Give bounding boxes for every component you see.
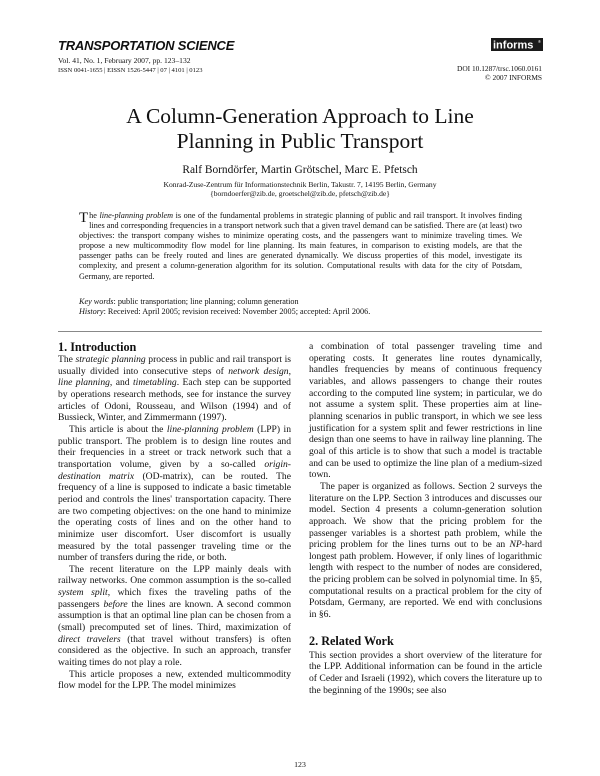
title-line-1: A Column-Generation Approach to Line [126, 104, 474, 128]
section-2-heading: 2. Related Work [309, 633, 394, 648]
intro-paragraph-5: The paper is organized as follows. Section 2 surveys the literature on the LPP. Section 3 introduces and discusses our model. Section 4 presents a column-generation solution approach. We show that the pricing problem for the passenger variables is a shortest path problem, while the pricing problem for the lines turns out to be an NP-hard longest path problem. However, if only lines of logarithmic length with respect to the number of nodes are considered, the pricing problem can be solved in polynomial time. In §5, computational results on a practical problem for the city of Potsdam, Germany, are reported. We end with conclusions in §6. [309, 480, 542, 621]
history-text: : Received: April 2005; revision received: November 2005; accepted: April 2006. [103, 307, 371, 316]
volume-line: Vol. 41, No. 1, February 2007, pp. 123–132 [58, 56, 191, 65]
logo-mark: ® [538, 39, 541, 44]
abstract-dropcap: T [79, 210, 89, 226]
intro-paragraph-3: The recent literature on the LPP mainly deals with railway networks. One common assumption is the so-called system split, which fixes the traveling paths of the passengers before the lines are known. A second common assumption is that an optimal line plan can be chosen from a (small) precomputed set of lines. Third, maximization of direct travelers (that travel without transfers) is often considered as the objective. In such an approach, transfer waiting times do not play a role. [58, 563, 291, 669]
doi: DOI 10.1287/trsc.1060.0161 [457, 64, 542, 73]
abstract-he: he [89, 211, 100, 220]
intro-paragraph-1: The strategic planning process in public and rail transport is usually divided into consecutive steps of network design, line planning, and timetabling. Each step can be supported by operations research methods, see for instance the survey articles of Odoni, Rousseau, and Wilson (1994) and of Bussieck, Winter, and Zimmermann (1997). [58, 354, 291, 424]
title-line-2: Planning in Public Transport [176, 129, 424, 153]
left-column [58, 340, 291, 692]
section-1-heading: 1. Introduction [58, 340, 137, 354]
intro-paragraph-2: This article is about the line-planning problem (LPP) in public transport. The problem is to design line routes and their frequencies in a street or track network such that a transportation volume, given by a so-called origin-destination matrix (OD-matrix), can be routed. The frequency of a line is supposed to indicate a basic timetable period and controls the lines' transportation capacity. There are two competing objectives: on the one hand to minimize the operating costs of lines and on the other hand to minimize user discomfort. User discomfort is usually measured by the total passenger traveling time or the number of transfers during the ride, or both. [58, 423, 291, 564]
right-column [309, 341, 542, 696]
emails: {borndoerfer@zib.de, groetschel@zib.de, pfetsch@zib.de} [210, 189, 390, 198]
keywords-label: Key words [79, 297, 114, 306]
informs-logo [491, 36, 543, 52]
keywords-text: : public transportation; line planning; column generation [113, 297, 299, 306]
header-divider [58, 331, 542, 332]
article-title [60, 104, 540, 154]
copyright: © 2007 INFORMS [485, 73, 542, 82]
issn-line: ISSN 0041-1655 | EISSN 1526-5447 | 07 | 4101 | 0123 [58, 67, 203, 74]
keywords [79, 297, 522, 306]
journal-name: TRANSPORTATION SCIENCE [58, 38, 235, 53]
intro-paragraph-4-cont: a combination of total passenger traveling time and operating costs. It generates line routes dynamically, handles frequencies by means of continuous frequency variables, and allows passengers to change their routes according to the computed line system; in particular, we do not assume a system split. These properties aim at line-planning scenarios in public transport, in which we see less justification for a system split and fewer restrictions in line design than one seems to have in railway line planning. The goal of this article is to show that such a model is tractable and can be used to optimize the line plan of a medium-sized town. [309, 341, 542, 481]
abstract [79, 211, 522, 282]
related-work-paragraph-1: This section provides a short overview of the literature for the LPP. Additional information can be found in the article of Ceder and Israeli (1992), which covers the literature up to the beginning of the 1990s; see also [309, 649, 542, 696]
intro-paragraph-4: This article proposes a new, extended multicommodity flow model for the LPP. The model minimizes [58, 668, 291, 692]
page-number: 123 [294, 760, 306, 769]
abstract-text: is one of the fundamental problems in strategic planning of public and rail transport. It involves finding lines and corresponding frequencies in a transport network such that a given travel demand can be satisfied. There are (at least) two objectives: the transport company wishes to minimize operating costs, and the passengers want to minimize traveling times. We propose a new multicommodity flow model for line planning. Its main features, in comparison to existing models, are that the passenger paths can be freely routed and lines are generated dynamically. We discuss properties of this model, investigate its complexity, and present a column-generation algorithm for its solution. Computational results with data for the city of Potsdam, Germany, are reported. [79, 211, 522, 281]
logo-text: informs [493, 39, 534, 52]
authors: Ralf Borndörfer, Martin Grötschel, Marc E. Pfetsch [182, 164, 418, 176]
history-label: History [79, 307, 104, 316]
affiliation: Konrad-Zuse-Zentrum für Informationstechnik Berlin, Takustr. 7, 14195 Berlin, Germany [163, 180, 437, 189]
history [79, 307, 522, 316]
abstract-term: line-planning problem [99, 211, 174, 220]
